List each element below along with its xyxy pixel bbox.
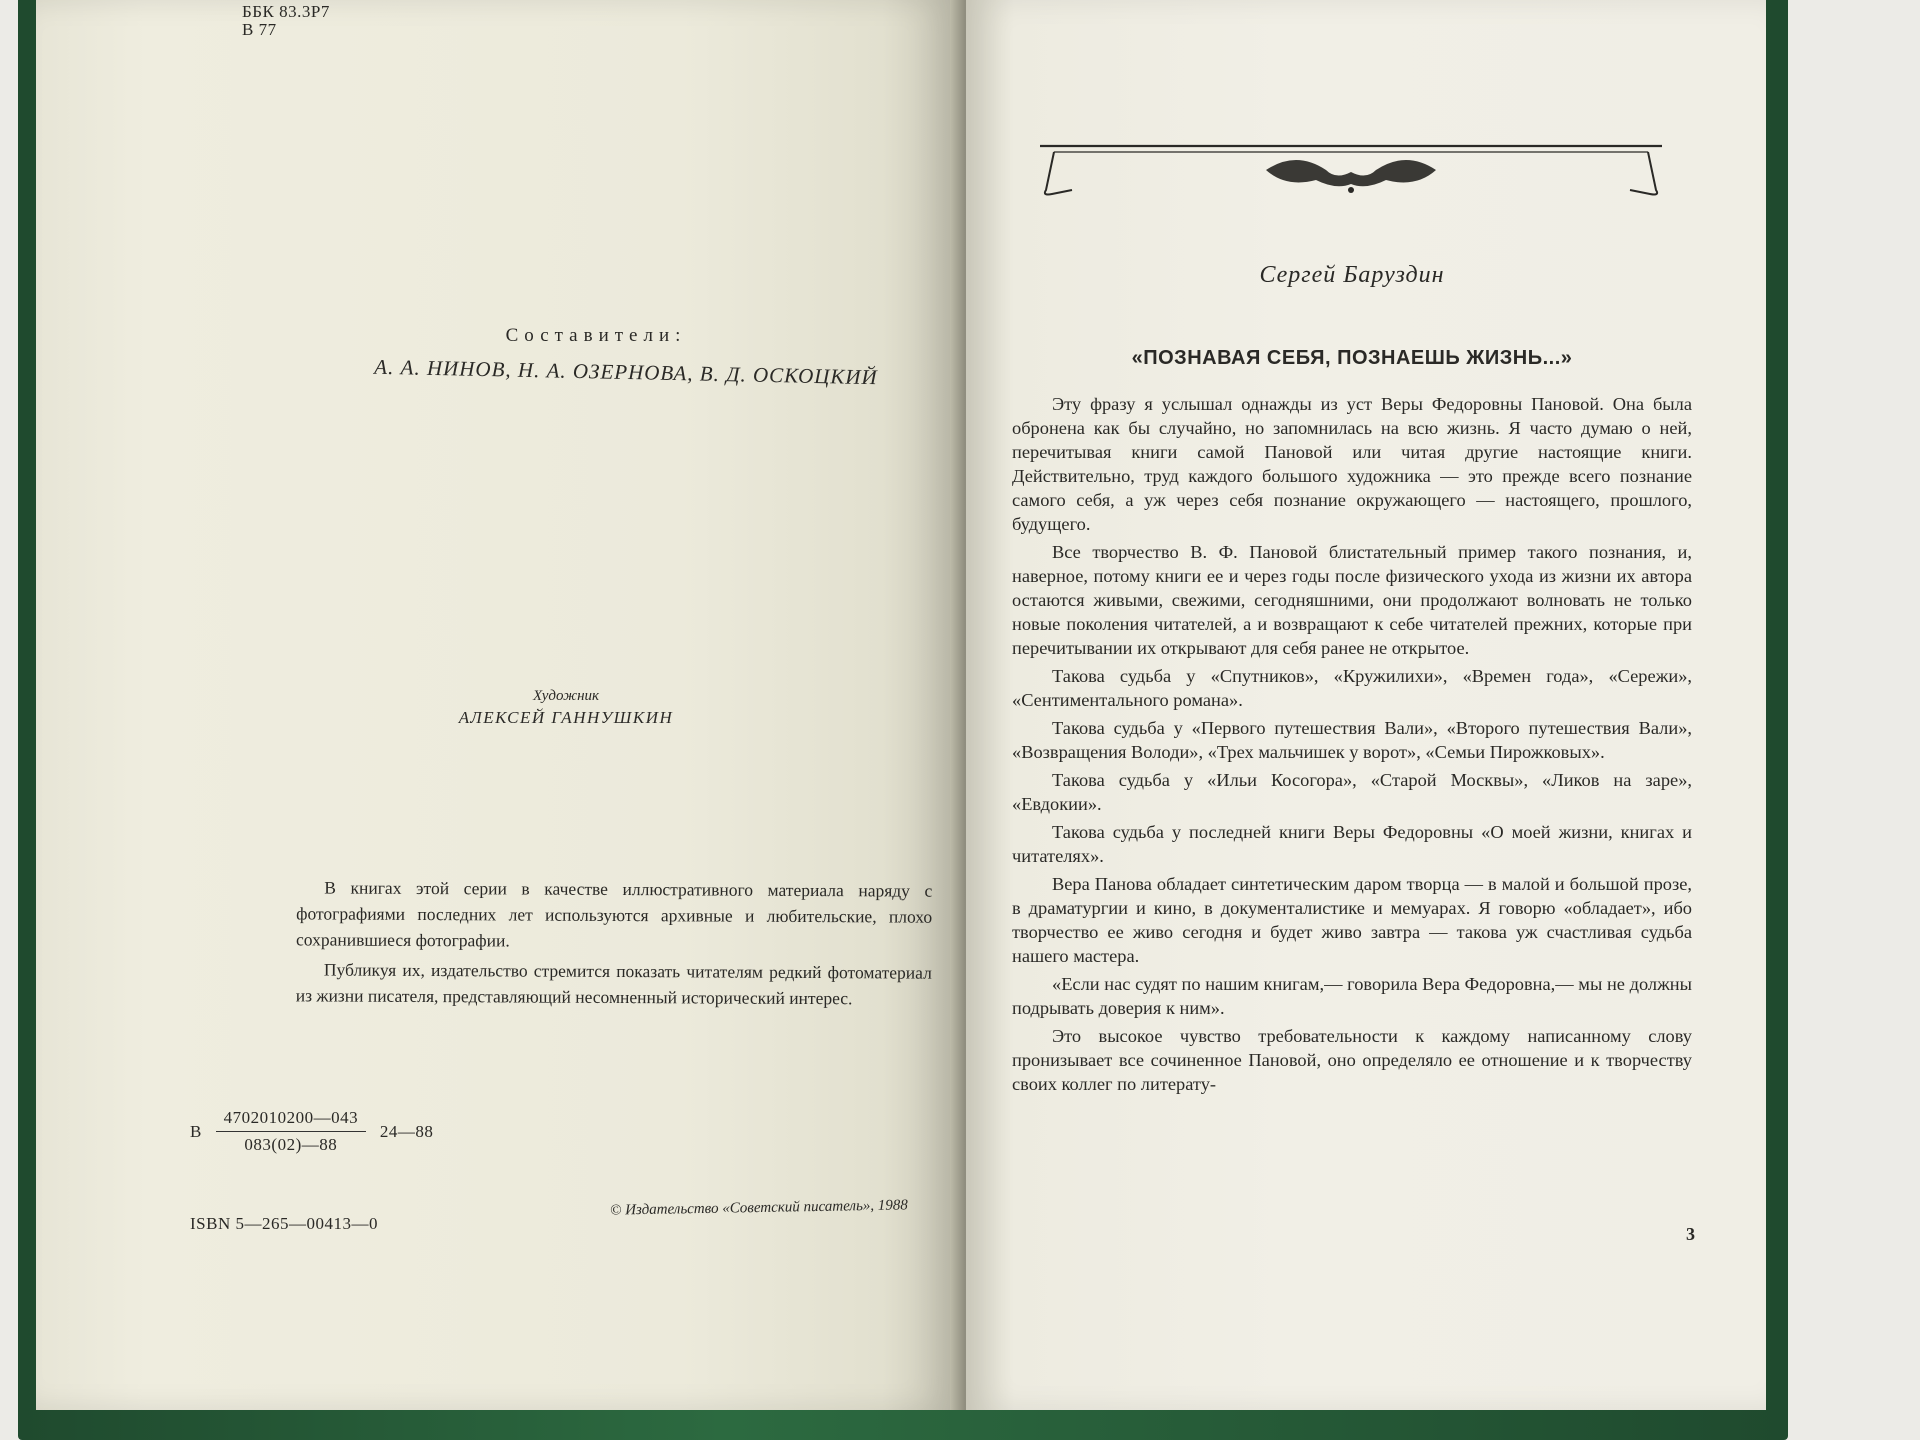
isbn: ISBN 5—265—00413—0: [190, 1214, 378, 1233]
paragraph: Все творчество В. Ф. Пановой блистательный пример такого познания, и, наверное, потому книги ее и через годы после физического ухода из жизни их автора остаются живыми, свежими, сегодняшними, они продолжают волновать не только новые поколения читателей, а и возвращают к себе читателей прежних, которые при перечитывании их открывают для себя ранее не открытое.: [1012, 542, 1692, 658]
b-code: В 77: [242, 20, 277, 39]
fraction-line: [216, 1131, 366, 1132]
paragraph: Такова судьба у «Ильи Косогора», «Старой Москвы», «Ликов на заре», «Евдокии».: [1012, 770, 1692, 814]
paragraph: Такова судьба у «Спутников», «Кружилихи», «Времен года», «Сережи», «Сентиментального романа».: [1012, 666, 1692, 710]
artist-label: Художник: [532, 688, 600, 704]
biblio-fraction: [216, 1108, 366, 1155]
paragraph: «Если нас судят по нашим книгам,— говорила Вера Федоровна,— мы не должны подрывать доверия к ним».: [1012, 974, 1692, 1018]
artist-name: АЛЕКСЕЙ ГАННУШКИН: [458, 708, 674, 727]
bibliographic-code: [190, 1108, 433, 1155]
biblio-letter: В: [190, 1121, 202, 1141]
copyright: © Издательство «Советский писатель», 1988: [609, 1197, 908, 1219]
bbk-code: ББК 83.3Р7: [242, 2, 330, 21]
paragraph: Эту фразу я услышал однажды из уст Веры Федоровны Пановой. Она была обронена как бы случайно, но запомнилась на всю жизнь. Я часто думаю о ней, перечитывая книги самой Пановой или читая другие настоящие книги. Действительно, труд каждого большого художника — это прежде всего познание самого себя, а уж через себя познание окружающего — настоящего, прошлого, будущего.: [1012, 394, 1692, 534]
author-name: Сергей Баруздин: [1259, 262, 1445, 288]
biblio-numerator: 4702010200—043: [223, 1108, 359, 1127]
chapter-title: «ПОЗНАВАЯ СЕБЯ, ПОЗНАЕШЬ ЖИЗНЬ...»: [1131, 347, 1573, 369]
paragraph: Такова судьба у последней книги Веры Федоровны «О моей жизни, книгах и читателях».: [1012, 822, 1692, 866]
notice-paragraph: Публикуя их, издательство стремится показать читателям редкий фотоматериал из жизни писателя, представляющий несомненный исторический интерес.: [295, 959, 932, 1009]
notice-paragraph: В книгах этой серии в качестве иллюстративного материала наряду с фотографиями последних лет используются архивные и любительские, плохо сохранившиеся фотографии.: [295, 877, 933, 951]
paragraph: Это высокое чувство требовательности к каждому написанному слову пронизывает все сочиненное Пановой, оно определяло ее отношение и к творчеству своих коллег по литерату-: [1012, 1026, 1692, 1094]
series-notice: [296, 874, 933, 1015]
ornament-header: [1036, 140, 1666, 200]
paragraph: Вера Панова обладает синтетическим даром творца — в малой и большой прозе, в драматургии и кино, в документалистике и мемуарах. Я говорю «обладает», ибо творчество ее живо сегодня и будет живо завтра — такова уж счастливая судьба нашего мастера.: [1012, 874, 1692, 966]
paragraph: Такова судьба у «Первого путешествия Вали», «Второго путешествия Вали», «Возвращения Володи», «Трех мальчишек у ворот», «Семьи Пирожковых».: [1012, 718, 1692, 762]
body-text: [1012, 392, 1692, 1100]
biblio-denominator: 083(02)—88: [244, 1135, 338, 1154]
compilers-names: А. А. НИНОВ, Н. А. ОЗЕРНОВА, В. Д. ОСКОЦКИЙ: [374, 354, 878, 390]
compilers-label: Составители:: [505, 325, 687, 346]
page-number: 3: [1686, 1224, 1695, 1244]
biblio-suffix: 24—88: [379, 1121, 434, 1141]
left-page: [36, 0, 956, 1410]
